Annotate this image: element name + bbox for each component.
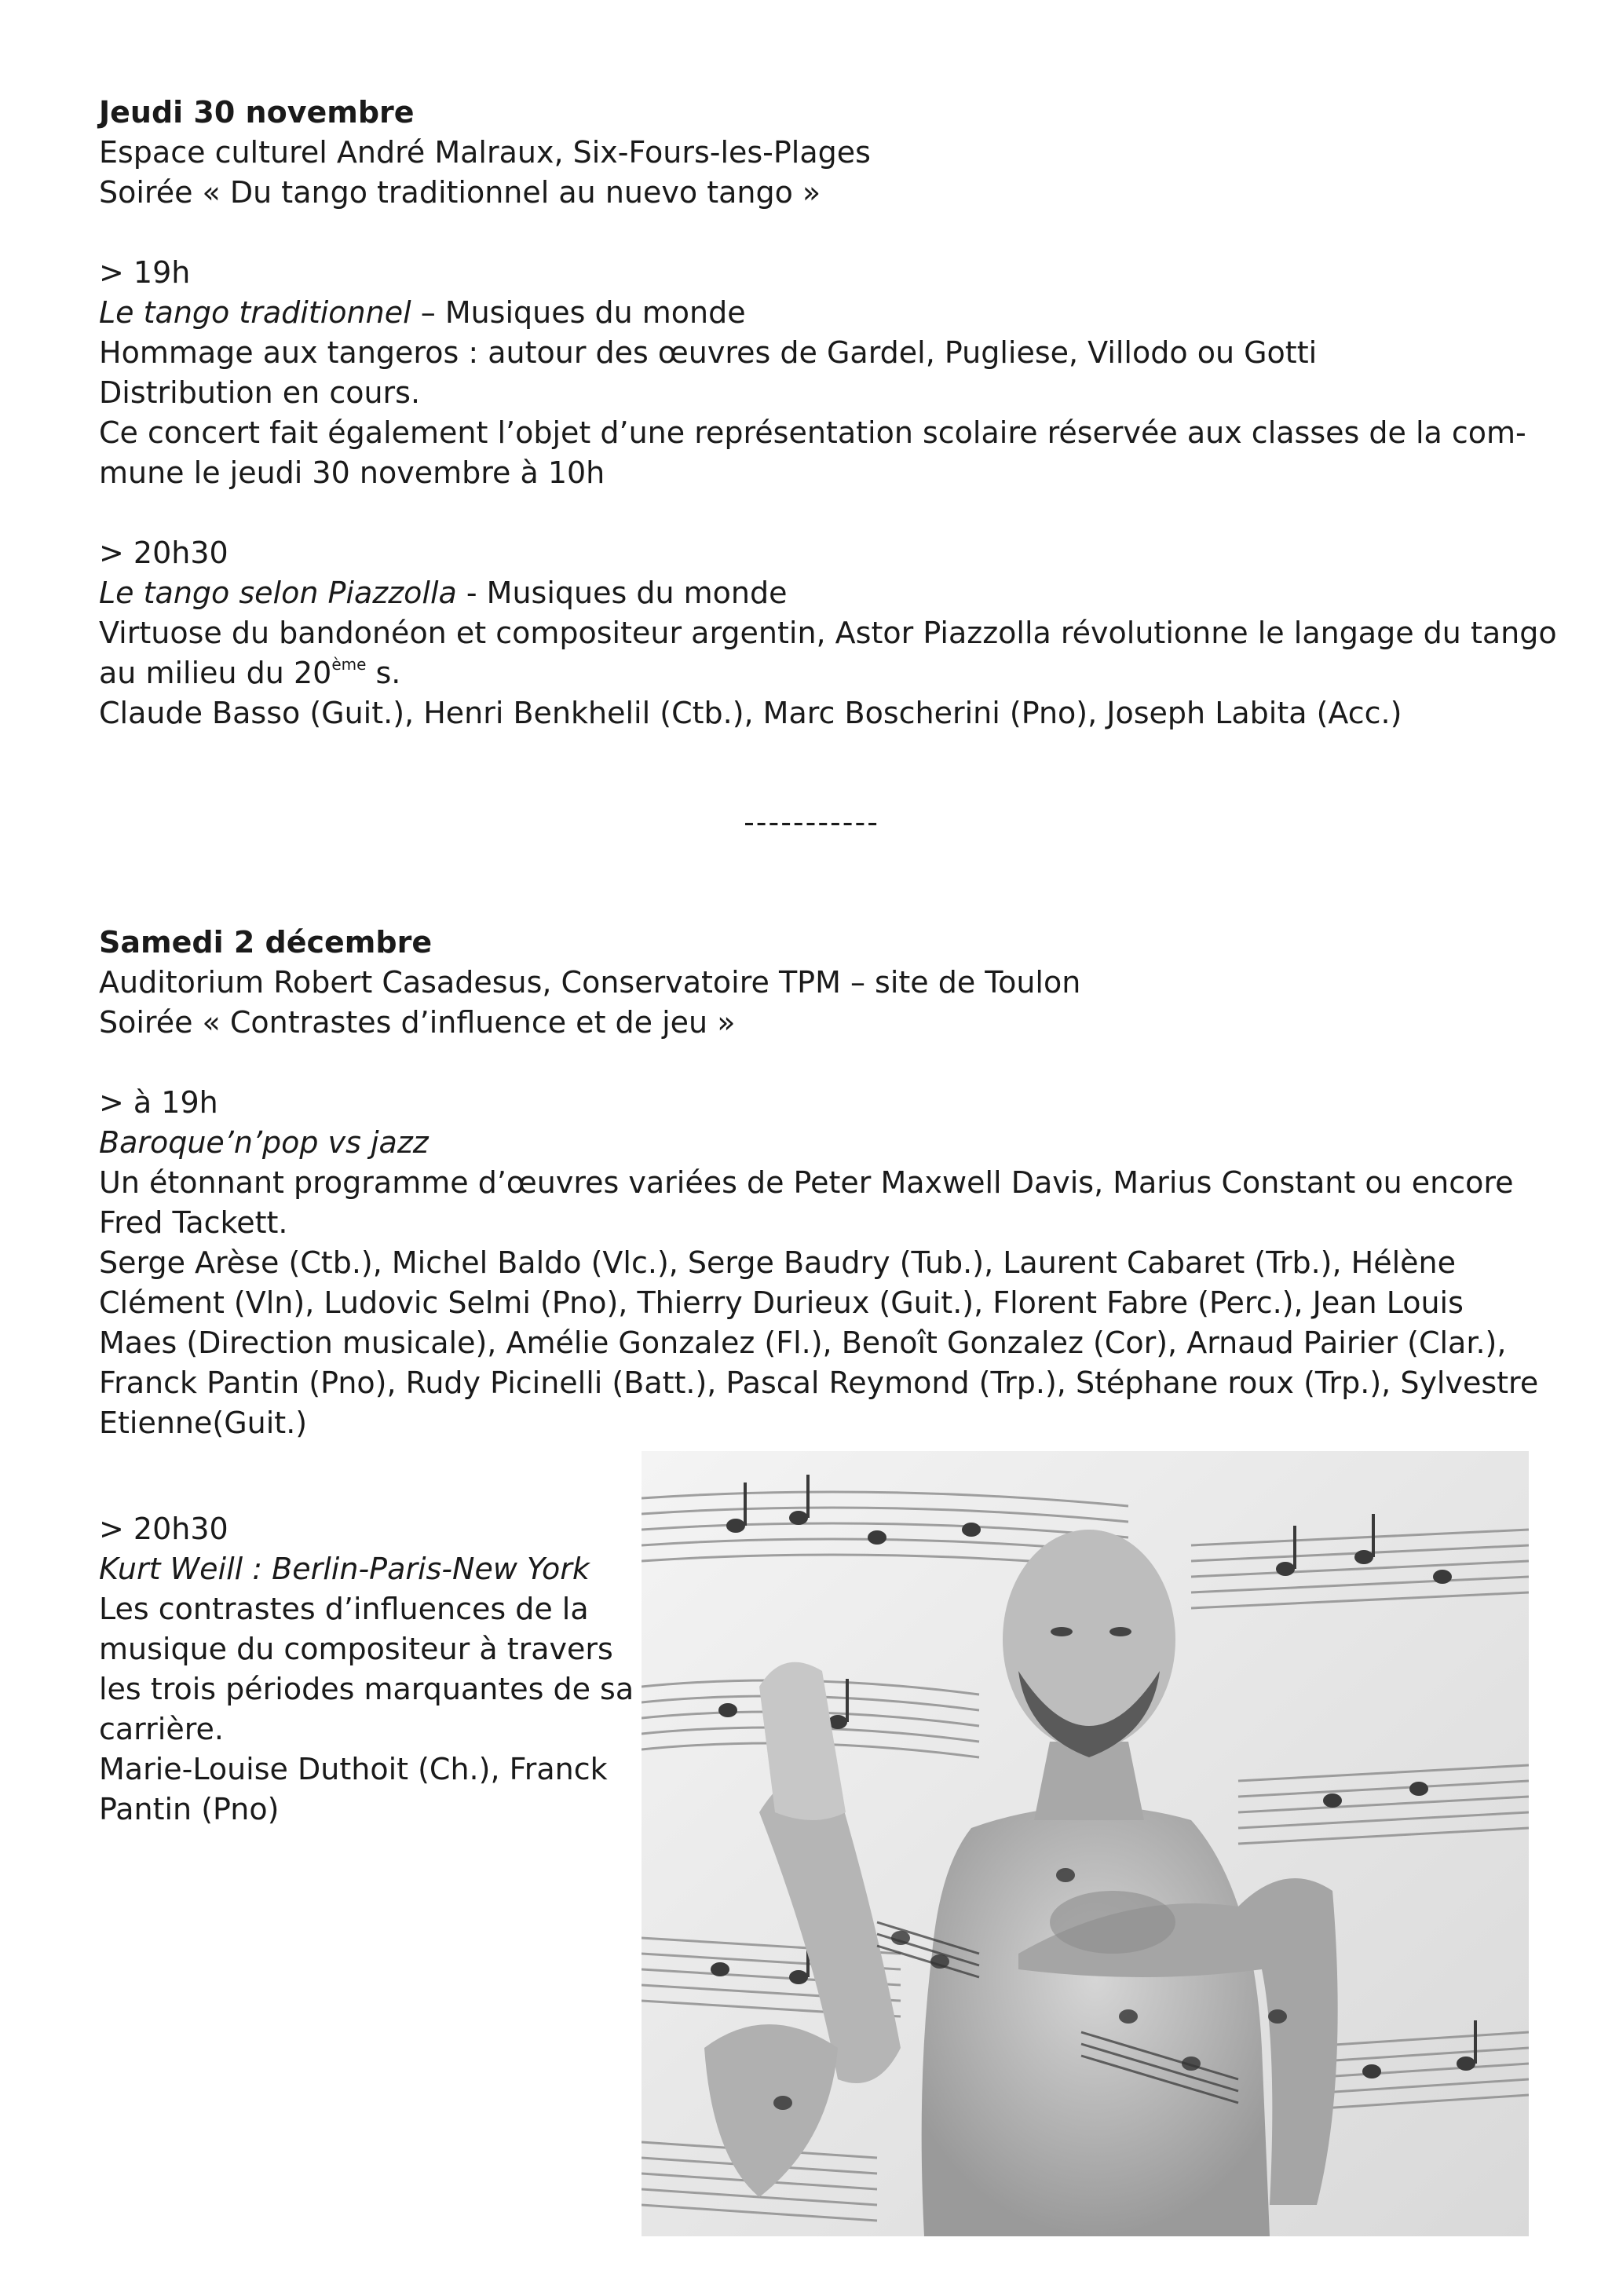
session-description: Un étonnant programme d’œuvres variées de Peter Maxwell Davis, Marius Constant ou encore [99, 1165, 1514, 1200]
session-title: Le tango selon Piazzolla [99, 576, 457, 610]
session-cast: Distribution en cours. [99, 375, 421, 410]
session-description: musique du compositeur à travers [99, 1632, 613, 1666]
event-date: Samedi 2 décembre [99, 925, 433, 960]
kurt-weill-session [99, 1509, 633, 1830]
session-cast: Etienne(Guit.) [99, 1406, 308, 1440]
session-cast: Clément (Vln), Ludovic Selmi (Pno), Thierry Durieux (Guit.), Florent Fabre (Perc.), Jean Louis [99, 1285, 1464, 1320]
text-fragment: s. [366, 656, 401, 690]
session-description: carrière. [99, 1712, 224, 1746]
performer-photo-icon [642, 1451, 1529, 2236]
session-note-cont: mune le jeudi 30 novembre à 10h [99, 455, 605, 490]
event-soiree-title: Soirée « Contrastes d’influence et de jeu » [99, 1005, 736, 1040]
session-genre: – Musiques du monde [411, 295, 746, 330]
event-venue: Espace culturel André Malraux, Six-Fours-les-Plages [99, 135, 871, 170]
session-description: les trois périodes marquantes de sa [99, 1672, 634, 1706]
session-cast: Maes (Direction musicale), Amélie Gonzalez (Fl.), Benoît Gonzalez (Cor), Arnaud Pairier (Clar.), [99, 1325, 1507, 1360]
session-heading [99, 573, 1528, 613]
session-time: > à 19h [99, 1085, 218, 1120]
event-venue: Auditorium Robert Casadesus, Conservatoire TPM – site de Toulon [99, 965, 1081, 1000]
session-description: Les contrastes d’influences de la [99, 1592, 589, 1626]
spacer [99, 493, 1528, 533]
session-title: Le tango traditionnel [99, 295, 411, 330]
performer-photo [642, 1451, 1529, 2236]
session-cast: Claude Basso (Guit.), Henri Benkhelil (Ctb.), Marc Boscherini (Pno), Joseph Labita (Acc.) [99, 696, 1402, 730]
session-cast: Franck Pantin (Pno), Rudy Picinelli (Batt.), Pascal Reymond (Trp.), Stéphane roux (Trp.), Sylvestre [99, 1366, 1539, 1400]
superscript: ème [331, 655, 367, 674]
session-heading [99, 293, 1528, 333]
session-description: Virtuose du bandonéon et compositeur argentin, Astor Piazzolla révolutionne le langage du tango [99, 616, 1557, 650]
session-description-cont: Fred Tackett. [99, 1205, 288, 1240]
event-soiree-title: Soirée « Du tango traditionnel au nuevo tango » [99, 175, 821, 210]
session-title: Kurt Weill : Berlin-Paris-New York [99, 1552, 590, 1586]
spacer [99, 213, 1528, 253]
event-thursday [99, 93, 1557, 733]
text-fragment: au milieu du 20 [99, 656, 332, 690]
event-date: Jeudi 30 novembre [99, 95, 415, 130]
event-saturday [99, 923, 1539, 1443]
session-time: > 20h30 [99, 1512, 228, 1546]
session-genre: - Musiques du monde [456, 576, 788, 610]
session-note: Ce concert fait également l’objet d’une représentation scolaire réservée aux classes de la com- [99, 415, 1526, 450]
section-separator: ----------- [744, 805, 879, 839]
session-time: > 19h [99, 255, 191, 290]
session-description: Hommage aux tangeros : autour des œuvres de Gardel, Pugliese, Villodo ou Gotti [99, 335, 1318, 370]
session-time: > 20h30 [99, 536, 228, 570]
session-cast: Marie-Louise Duthoit (Ch.), Franck [99, 1752, 608, 1786]
session-cast: Pantin (Pno) [99, 1792, 280, 1826]
spacer [99, 1043, 1528, 1083]
session-cast: Serge Arèse (Ctb.), Michel Baldo (Vlc.), Serge Baudry (Tub.), Laurent Cabaret (Trb.), Hélène [99, 1245, 1456, 1280]
session-title: Baroque’n’pop vs jazz [99, 1125, 429, 1160]
session-description-cont [99, 653, 1528, 693]
